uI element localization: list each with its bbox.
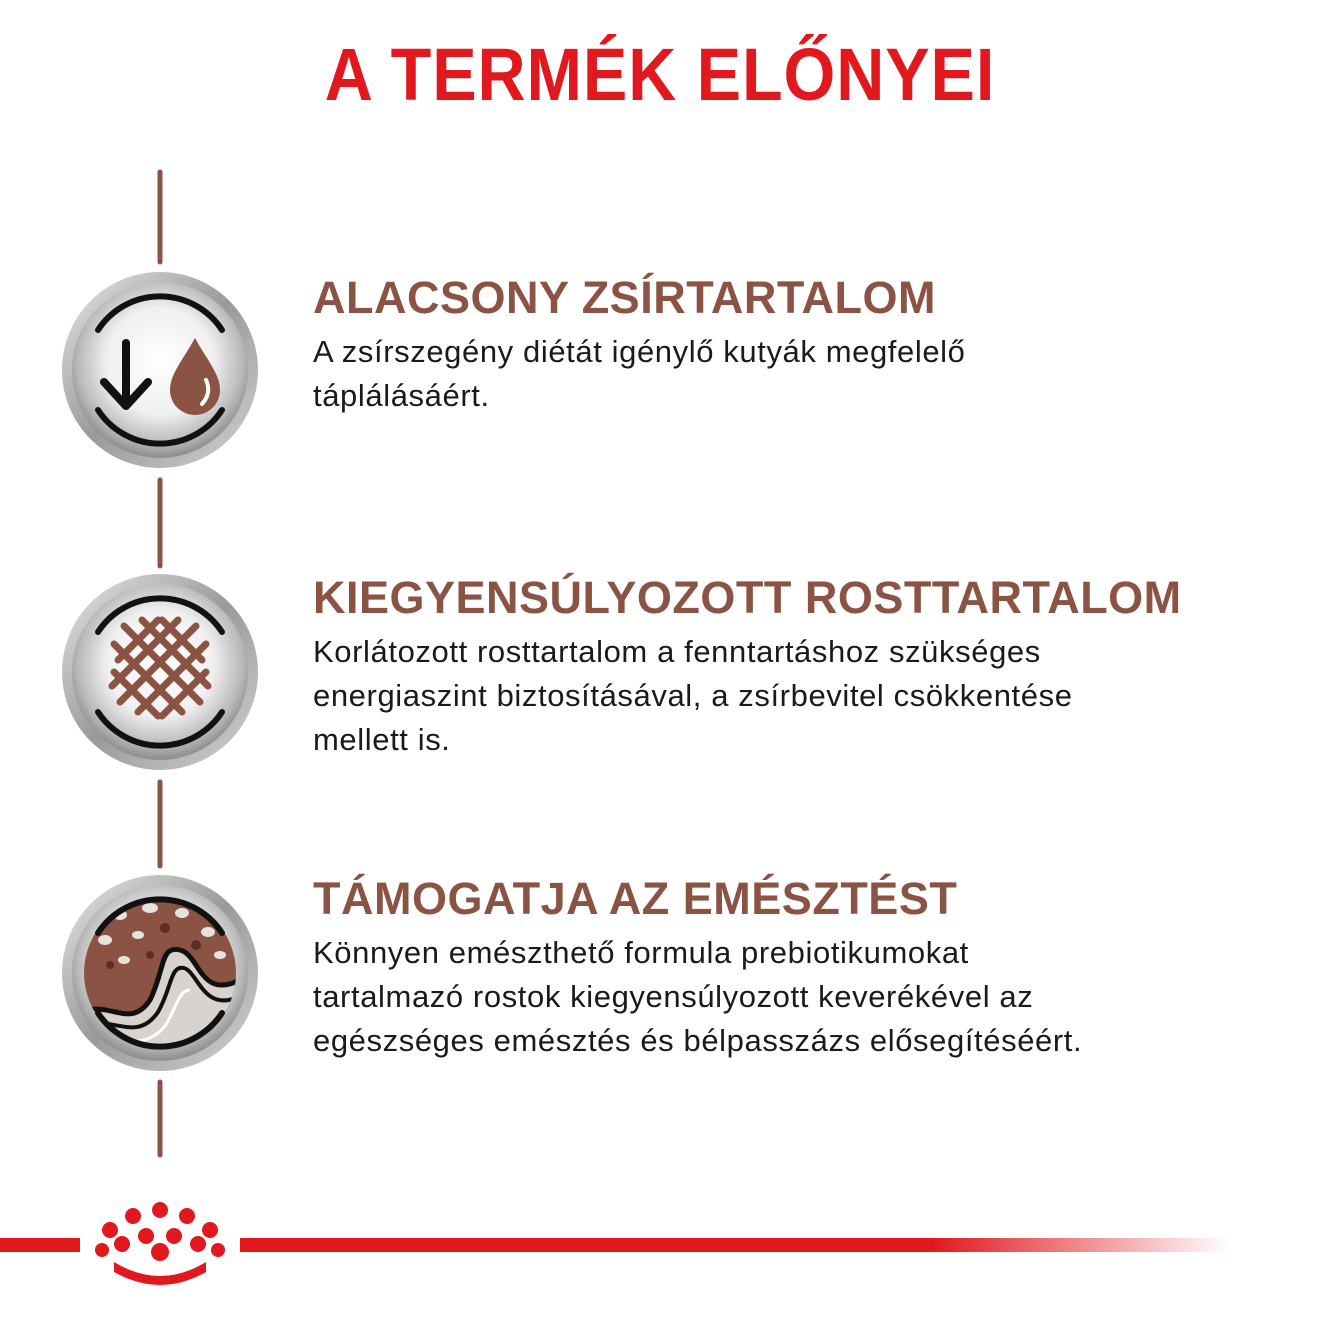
benefit-description [313, 330, 1273, 418]
benefit-description-line: Korlátozott rosttartalom a fenntartáshoz szükséges [313, 634, 1041, 669]
benefit-description-line: mellett is. [313, 722, 451, 757]
benefit-description [313, 931, 1273, 1063]
benefit-description-line: A zsírszegény diétát igénylő kutyák megfelelő [313, 334, 966, 369]
benefit-heading: ALACSONY ZSÍRTARTALOM [313, 272, 936, 323]
benefit-heading: KIEGYENSÚLYOZOTT ROSTTARTALOM [313, 572, 1182, 623]
footer-brand-bar [0, 1195, 1320, 1295]
benefit-digestion [313, 873, 1273, 1063]
fiber-mesh-icon [62, 574, 258, 770]
crown-logo-icon [95, 1202, 225, 1285]
benefit-low-fat [313, 272, 1273, 418]
page-title: A TERMÉK ELŐNYEI [324, 33, 996, 116]
benefit-description-line: energiaszint biztosításával, a zsírbevitel csökkentése [313, 678, 1073, 713]
digestion-icon [62, 875, 258, 1071]
benefit-description-line: tartalmazó rostok kiegyensúlyozott keverékével az [313, 979, 1034, 1014]
benefit-description-line: táplálásáért. [313, 378, 490, 413]
benefit-fiber [313, 572, 1273, 762]
low-fat-icon [62, 272, 258, 468]
benefit-description-line: Könnyen emészthető formula prebiotikumokat [313, 935, 969, 970]
benefit-description [313, 630, 1273, 762]
benefit-description-line: egészséges emésztés és bélpasszázs elősegítéséért. [313, 1023, 1083, 1058]
benefit-heading: TÁMOGATJA AZ EMÉSZTÉST [313, 873, 958, 924]
